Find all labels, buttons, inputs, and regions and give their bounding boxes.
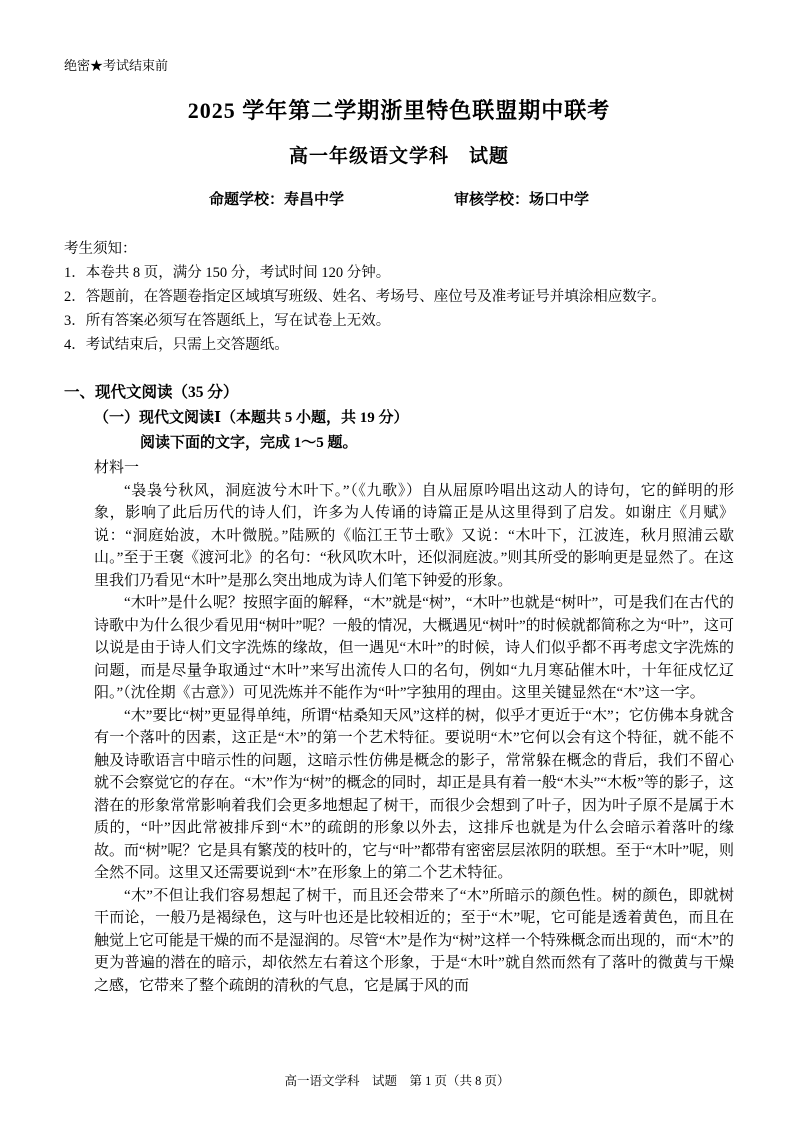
notice-heading: 考生须知： bbox=[64, 241, 137, 257]
body-paragraph-1: “袅袅兮秋风，洞庭波兮木叶下。”（《九歌》）自从屈原吟唱出这动人的诗句，它的鲜明的形象，影响了此后历代的诗人们，许多为人传诵的诗篇正是从这里得到了启发。如谢庄《月赋》说：“洞庭始波，木叶微脱。”陆厥的《临江王节士歌》又说：“木叶下，江波连，秋月照浦云歇山。”至于王褒《渡河北》的名句：“秋风吹木叶，还似洞庭波。”则其所受的影响更是显然了。在这里我们乃看见“木叶”是那么突出地成为诗人们笔下钟爱的形象。 bbox=[94, 482, 734, 589]
review-school: 审核学校：场口中学 bbox=[454, 192, 590, 208]
notice-section bbox=[64, 237, 734, 357]
page-footer: 高一语文学科 试题 第 1 页（共 8 页） bbox=[284, 1074, 510, 1088]
material-label: 材料一 bbox=[94, 460, 140, 476]
school-line bbox=[64, 188, 734, 209]
exam-subtitle: 高一年级语文学科 试题 bbox=[288, 146, 509, 167]
body-paragraph-2: “木叶”是什么呢？按照字面的解释，“木”就是“树”，“木叶”也就是“树叶”，可是我们在古代的诗歌中为什么很少看见用“树叶”呢？一般的情况，大概遇见“树叶”的时候就都简称之为“叶”，这可以说是由于诗人们文字洗炼的缘故，但一遇见“木叶”的时候，诗人们似乎都不再考虑文字洗炼的问题，而是尽量争取通过“木叶”来写出流传人口的名句，例如“九月寒砧催木叶，十年征戍忆辽阳。”（沈佺期《古意》）可见洗炼并不能作为“叶”字独用的理由。这里关键显然在“木”这一字。 bbox=[94, 595, 734, 701]
notice-item-4: 4．考试结束后，只需上交答题纸。 bbox=[64, 337, 289, 353]
body-paragraph-3: “木”要比“树”更显得单纯，所谓“枯桑知天风”这样的树，似乎才更近于“木”；它仿佛本身就含有一个落叶的因素，这正是“木”的第一个艺术特征。要说明“木”它何以会有这个特征，就不能不触及诗歌语言中暗示性的问题，这暗示性仿佛是概念的影子，常常躲在概念的背后，我们不留心就不会察觉它的存在。“木”作为“树”的概念的同时，却正是具有着一般“木头”“木板”等的影子，这潜在的形象常常影响着我们会更多地想起了树干，而很少会想到了叶子，因为叶子原不是属于木质的，“叶”因此常被排斥到“木”的疏朗的形象以外去，这排斥也就是为什么会暗示着落叶的缘故。而“树”呢？它是具有繁茂的枝叶的，它与“叶”都带有密密层层浓阴的联想。至于“木叶”呢，则全然不同。这里又还需要说到“木”在形象上的第二个艺术特征。 bbox=[94, 707, 734, 881]
notice-item-3: 3．所有答案必须写在答题纸上，写在试卷上无效。 bbox=[64, 313, 391, 329]
section-heading: 一、现代文阅读（35 分） bbox=[64, 384, 239, 401]
subsection-heading: （一）现代文阅读Ⅰ（本题共 5 小题，共 19 分） bbox=[94, 410, 409, 426]
material-block bbox=[94, 457, 734, 997]
body-paragraph-4: “木”不但让我们容易想起了树干，而且还会带来了“木”所暗示的颜色性。树的颜色，即就树干而论，一般乃是褐绿色，这与叶也还是比较相近的；至于“木”呢，它可能是透着黄色，而且在触觉上它可能是干燥的而不是湿润的。尽管“木”是作为“树”这样一个特殊概念而出现的，而“木”的更为普遍的潜在的暗示，却依然左右着这个形象，于是“木叶”就自然而然有了落叶的微黄与干燥之感，它带来了整个疏朗的清秋的气息，它是属于风的而 bbox=[94, 887, 734, 994]
notice-item-1: 1．本卷共 8 页，满分 150 分，考试时间 120 分钟。 bbox=[64, 265, 391, 281]
reading-instruction: 阅读下面的文字，完成 1～5 题。 bbox=[140, 435, 358, 451]
notice-item-2: 2．答题前，在答题卷指定区域填写班级、姓名、考场号、座位号及准考证号并填涂相应数字。 bbox=[64, 289, 666, 305]
setter-school: 命题学校：寿昌中学 bbox=[208, 192, 344, 208]
exam-title: 2025 学年第二学期浙里特色联盟期中联考 bbox=[187, 98, 611, 123]
classification-label: 绝密★考试结束前 bbox=[64, 58, 169, 73]
